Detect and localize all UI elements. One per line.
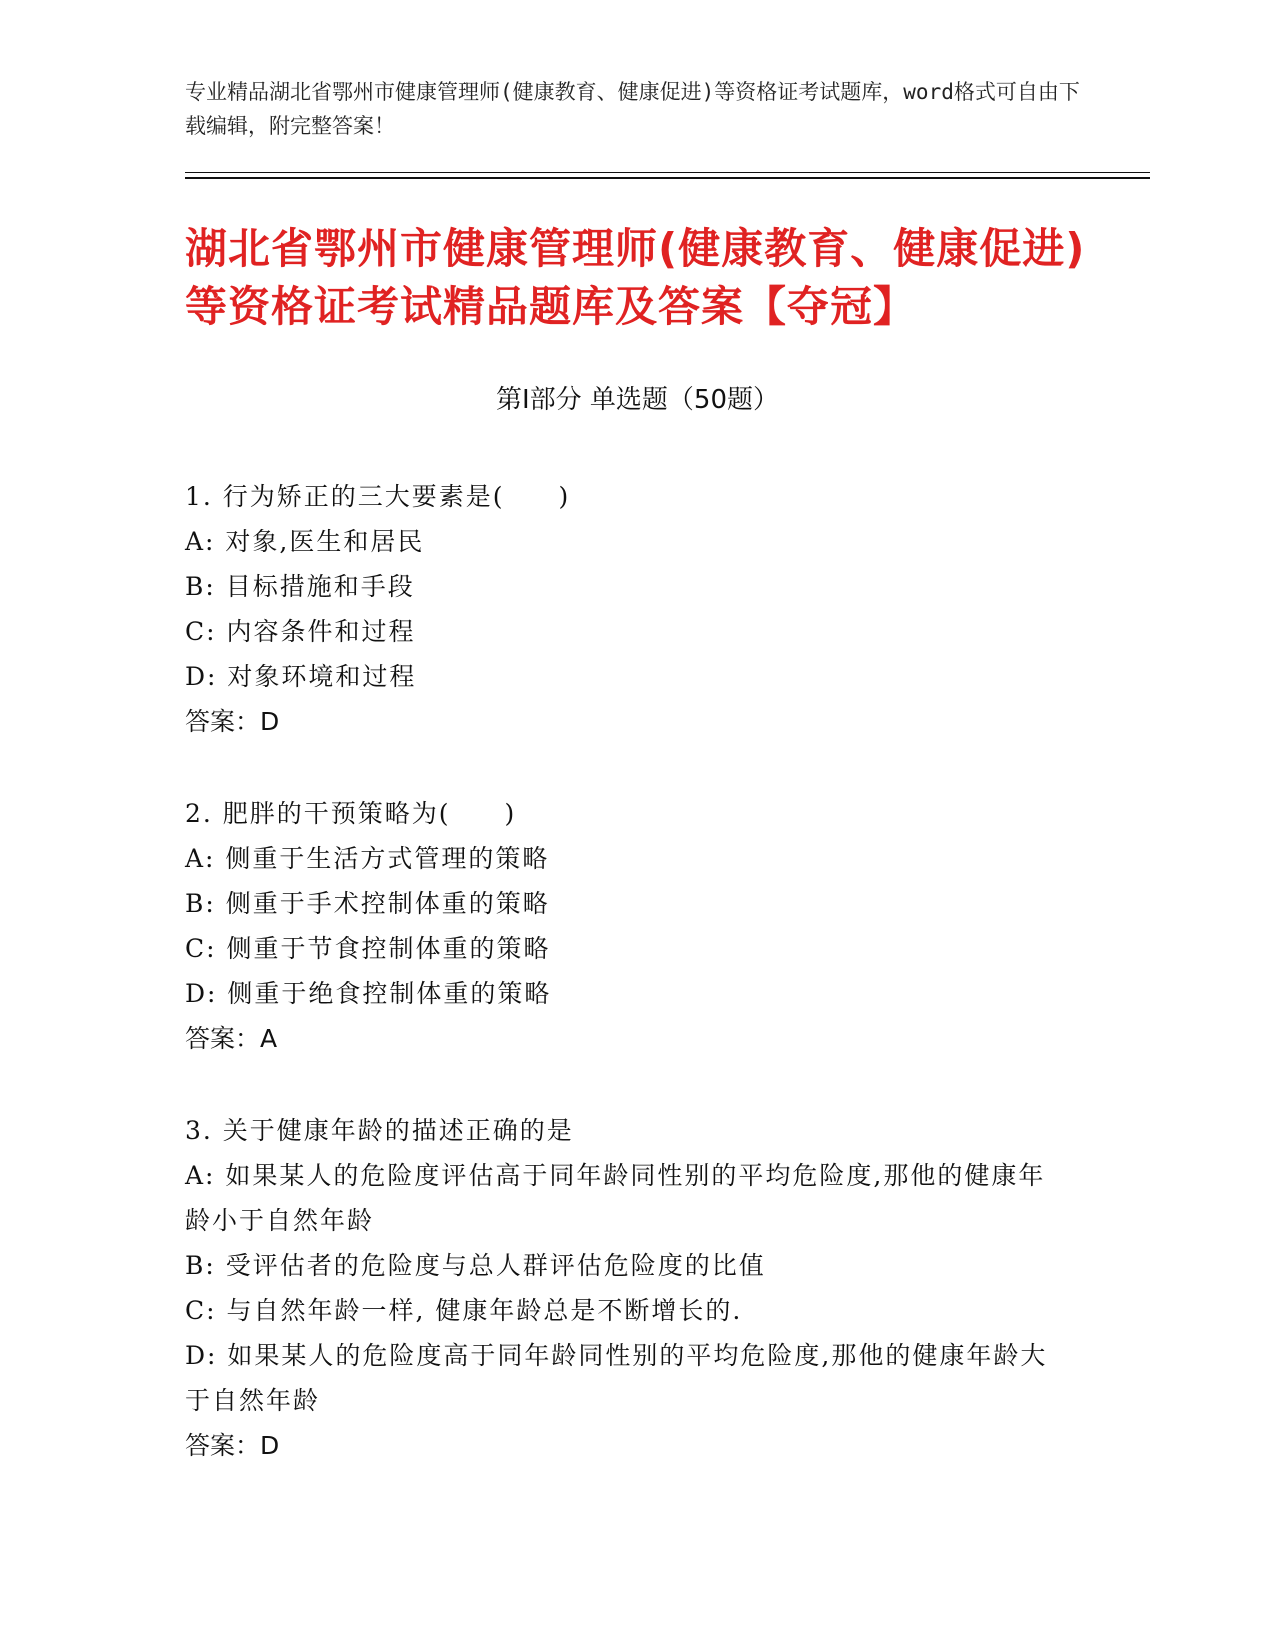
option-a: A: 如果某人的危险度评估高于同年龄同性别的平均危险度,那他的健康年龄小于自然年龄 — [185, 1161, 1046, 1235]
option-c: C: 侧重于节食控制体重的策略 — [185, 934, 551, 963]
question-stem: 2. 肥胖的干预策略为( ) — [185, 799, 517, 828]
question-stem: 3. 关于健康年龄的描述正确的是 — [185, 1116, 574, 1145]
question-list — [185, 474, 1065, 1515]
option-d: D: 侧重于绝食控制体重的策略 — [185, 979, 552, 1008]
option-d: D: 如果某人的危险度高于同年龄同性别的平均危险度,那他的健康年龄大于自然年龄 — [185, 1341, 1048, 1415]
answer: 答案：D — [185, 1431, 280, 1460]
option-b: B: 侧重于手术控制体重的策略 — [185, 889, 550, 918]
header-note: 专业精品湖北省鄂州市健康管理师(健康教育、健康促进)等资格证考试题库，word格式可自由下载编辑，附完整答案！ — [185, 80, 1080, 138]
answer: 答案：A — [185, 1024, 278, 1053]
section-heading: 第Ⅰ部分 单选题（50题） — [495, 385, 780, 415]
document-title: 湖北省鄂州市健康管理师(健康教育、健康促进)等资格证考试精品题库及答案【夺冠】 — [185, 224, 1086, 331]
answer: 答案：D — [185, 707, 280, 736]
option-a: A: 侧重于生活方式管理的策略 — [185, 844, 550, 873]
option-b: B: 受评估者的危险度与总人群评估危险度的比值 — [185, 1251, 766, 1280]
option-c: C: 与自然年龄一样, 健康年龄总是不断增长的. — [185, 1296, 743, 1325]
option-a: A: 对象,医生和居民 — [185, 527, 425, 556]
header-divider-thin — [185, 172, 1150, 173]
header-divider-thick — [185, 177, 1150, 179]
question-2 — [185, 791, 1065, 1061]
option-d: D: 对象环境和过程 — [185, 662, 417, 691]
option-c: C: 内容条件和过程 — [185, 617, 416, 646]
question-1 — [185, 474, 1065, 744]
question-3 — [185, 1108, 1065, 1468]
question-stem: 1. 行为矫正的三大要素是( ) — [185, 482, 571, 511]
option-b: B: 目标措施和手段 — [185, 572, 415, 601]
